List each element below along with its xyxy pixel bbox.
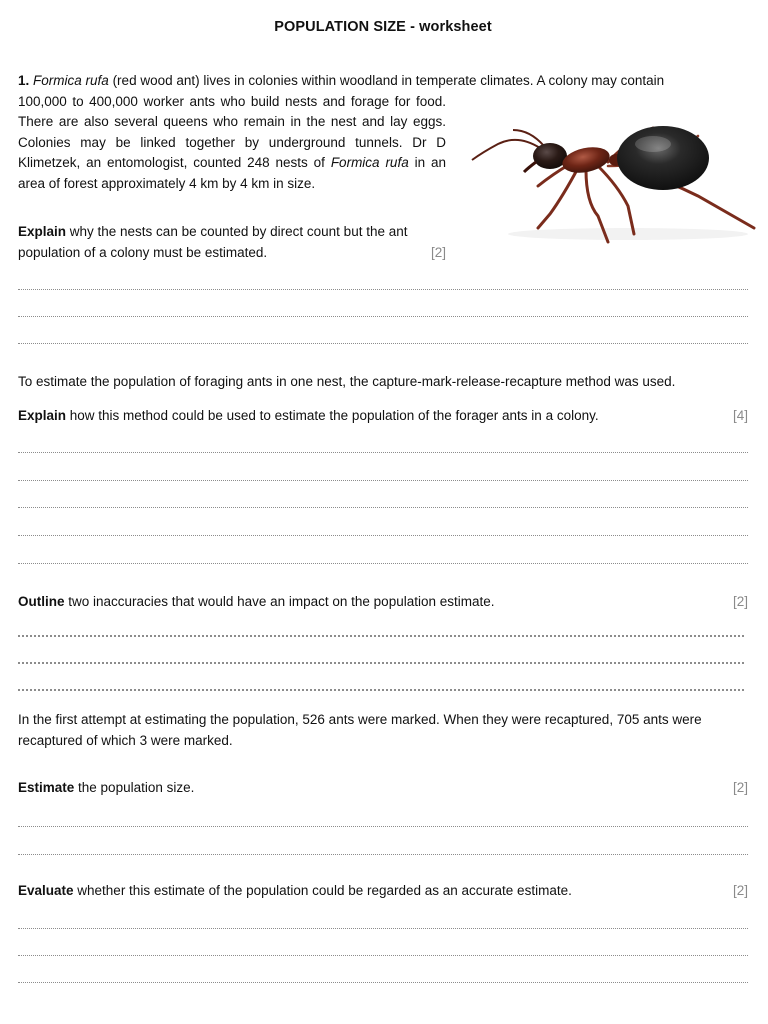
answer-line[interactable]: [18, 480, 748, 481]
answer-line[interactable]: [18, 507, 748, 508]
answer-line[interactable]: [18, 452, 748, 453]
explain-nests-text: why the nests can be counted by direct count but the ant population of a colony must be estimated.: [18, 224, 408, 260]
question-number: 1.: [18, 73, 30, 88]
question-explain-nests: [18, 222, 446, 263]
answer-line[interactable]: [18, 635, 744, 637]
question-estimate: [18, 778, 748, 799]
outline-text: two inaccuracies that would have an impact on the population estimate.: [64, 594, 495, 609]
command-word-explain: Explain: [18, 224, 67, 239]
intro-text-part3: in an area of forest approximately 4 km by 4 km in size.: [18, 155, 446, 191]
answer-line[interactable]: [18, 289, 748, 290]
cmr-intro: To estimate the population of foraging ants in one nest, the capture-mark-release-recapture method was used.: [18, 374, 676, 389]
worksheet-title: POPULATION SIZE - worksheet: [274, 19, 492, 35]
marks-badge: [2]: [430, 244, 446, 260]
answer-line[interactable]: [18, 689, 744, 691]
answer-line[interactable]: [18, 928, 748, 929]
question-outline: [18, 592, 748, 613]
marks-badge: [4]: [732, 408, 748, 423]
explain-method-text: how this method could be used to estimate the population of the forager ants in a colony.: [66, 408, 599, 423]
answer-line[interactable]: [18, 982, 748, 983]
species-name-2: Formica rufa: [330, 155, 409, 170]
evaluate-text: whether this estimate of the population could be regarded as an accurate estimate.: [73, 883, 572, 898]
answer-line[interactable]: [18, 343, 748, 344]
question-explain-method: [18, 406, 748, 427]
question-1-intro-line1: [18, 71, 748, 92]
answer-line[interactable]: [18, 662, 744, 664]
marks-badge: [2]: [732, 883, 748, 898]
intro-text-line1: (red wood ant) lives in colonies within woodland in temperate climates. A colony may contain: [108, 73, 665, 88]
command-word-estimate: Estimate: [18, 780, 75, 795]
command-word-evaluate: Evaluate: [18, 883, 74, 898]
answer-line[interactable]: [18, 955, 748, 956]
intro-text-part2: 100,000 to 400,000 worker ants who build nests and forage for food. There are also several queens who remain in the nest and lay eggs. Colonies may be linked together by underground tunnels. Dr D Klimetzek, an entomologist, counted 248 nests of: [18, 93, 446, 170]
answer-line[interactable]: [18, 316, 748, 317]
answer-line[interactable]: [18, 854, 748, 855]
marks-badge: [2]: [732, 594, 748, 609]
species-name: Formica rufa: [33, 73, 109, 88]
question-1-intro-wrapped: [18, 92, 446, 195]
command-word-explain: Explain: [18, 408, 67, 423]
estimate-text: the population size.: [74, 780, 195, 795]
first-attempt-data: In the first attempt at estimating the population, 526 ants were marked. When they were recaptured, 705 ants were recaptured of which 3 were marked.: [18, 712, 702, 748]
answer-line[interactable]: [18, 563, 748, 564]
answer-line[interactable]: [18, 826, 748, 827]
ant-photo-icon: [458, 116, 758, 252]
command-word-outline: Outline: [18, 594, 65, 609]
marks-badge: [2]: [732, 780, 748, 795]
answer-line[interactable]: [18, 535, 748, 536]
question-evaluate: [18, 881, 748, 902]
